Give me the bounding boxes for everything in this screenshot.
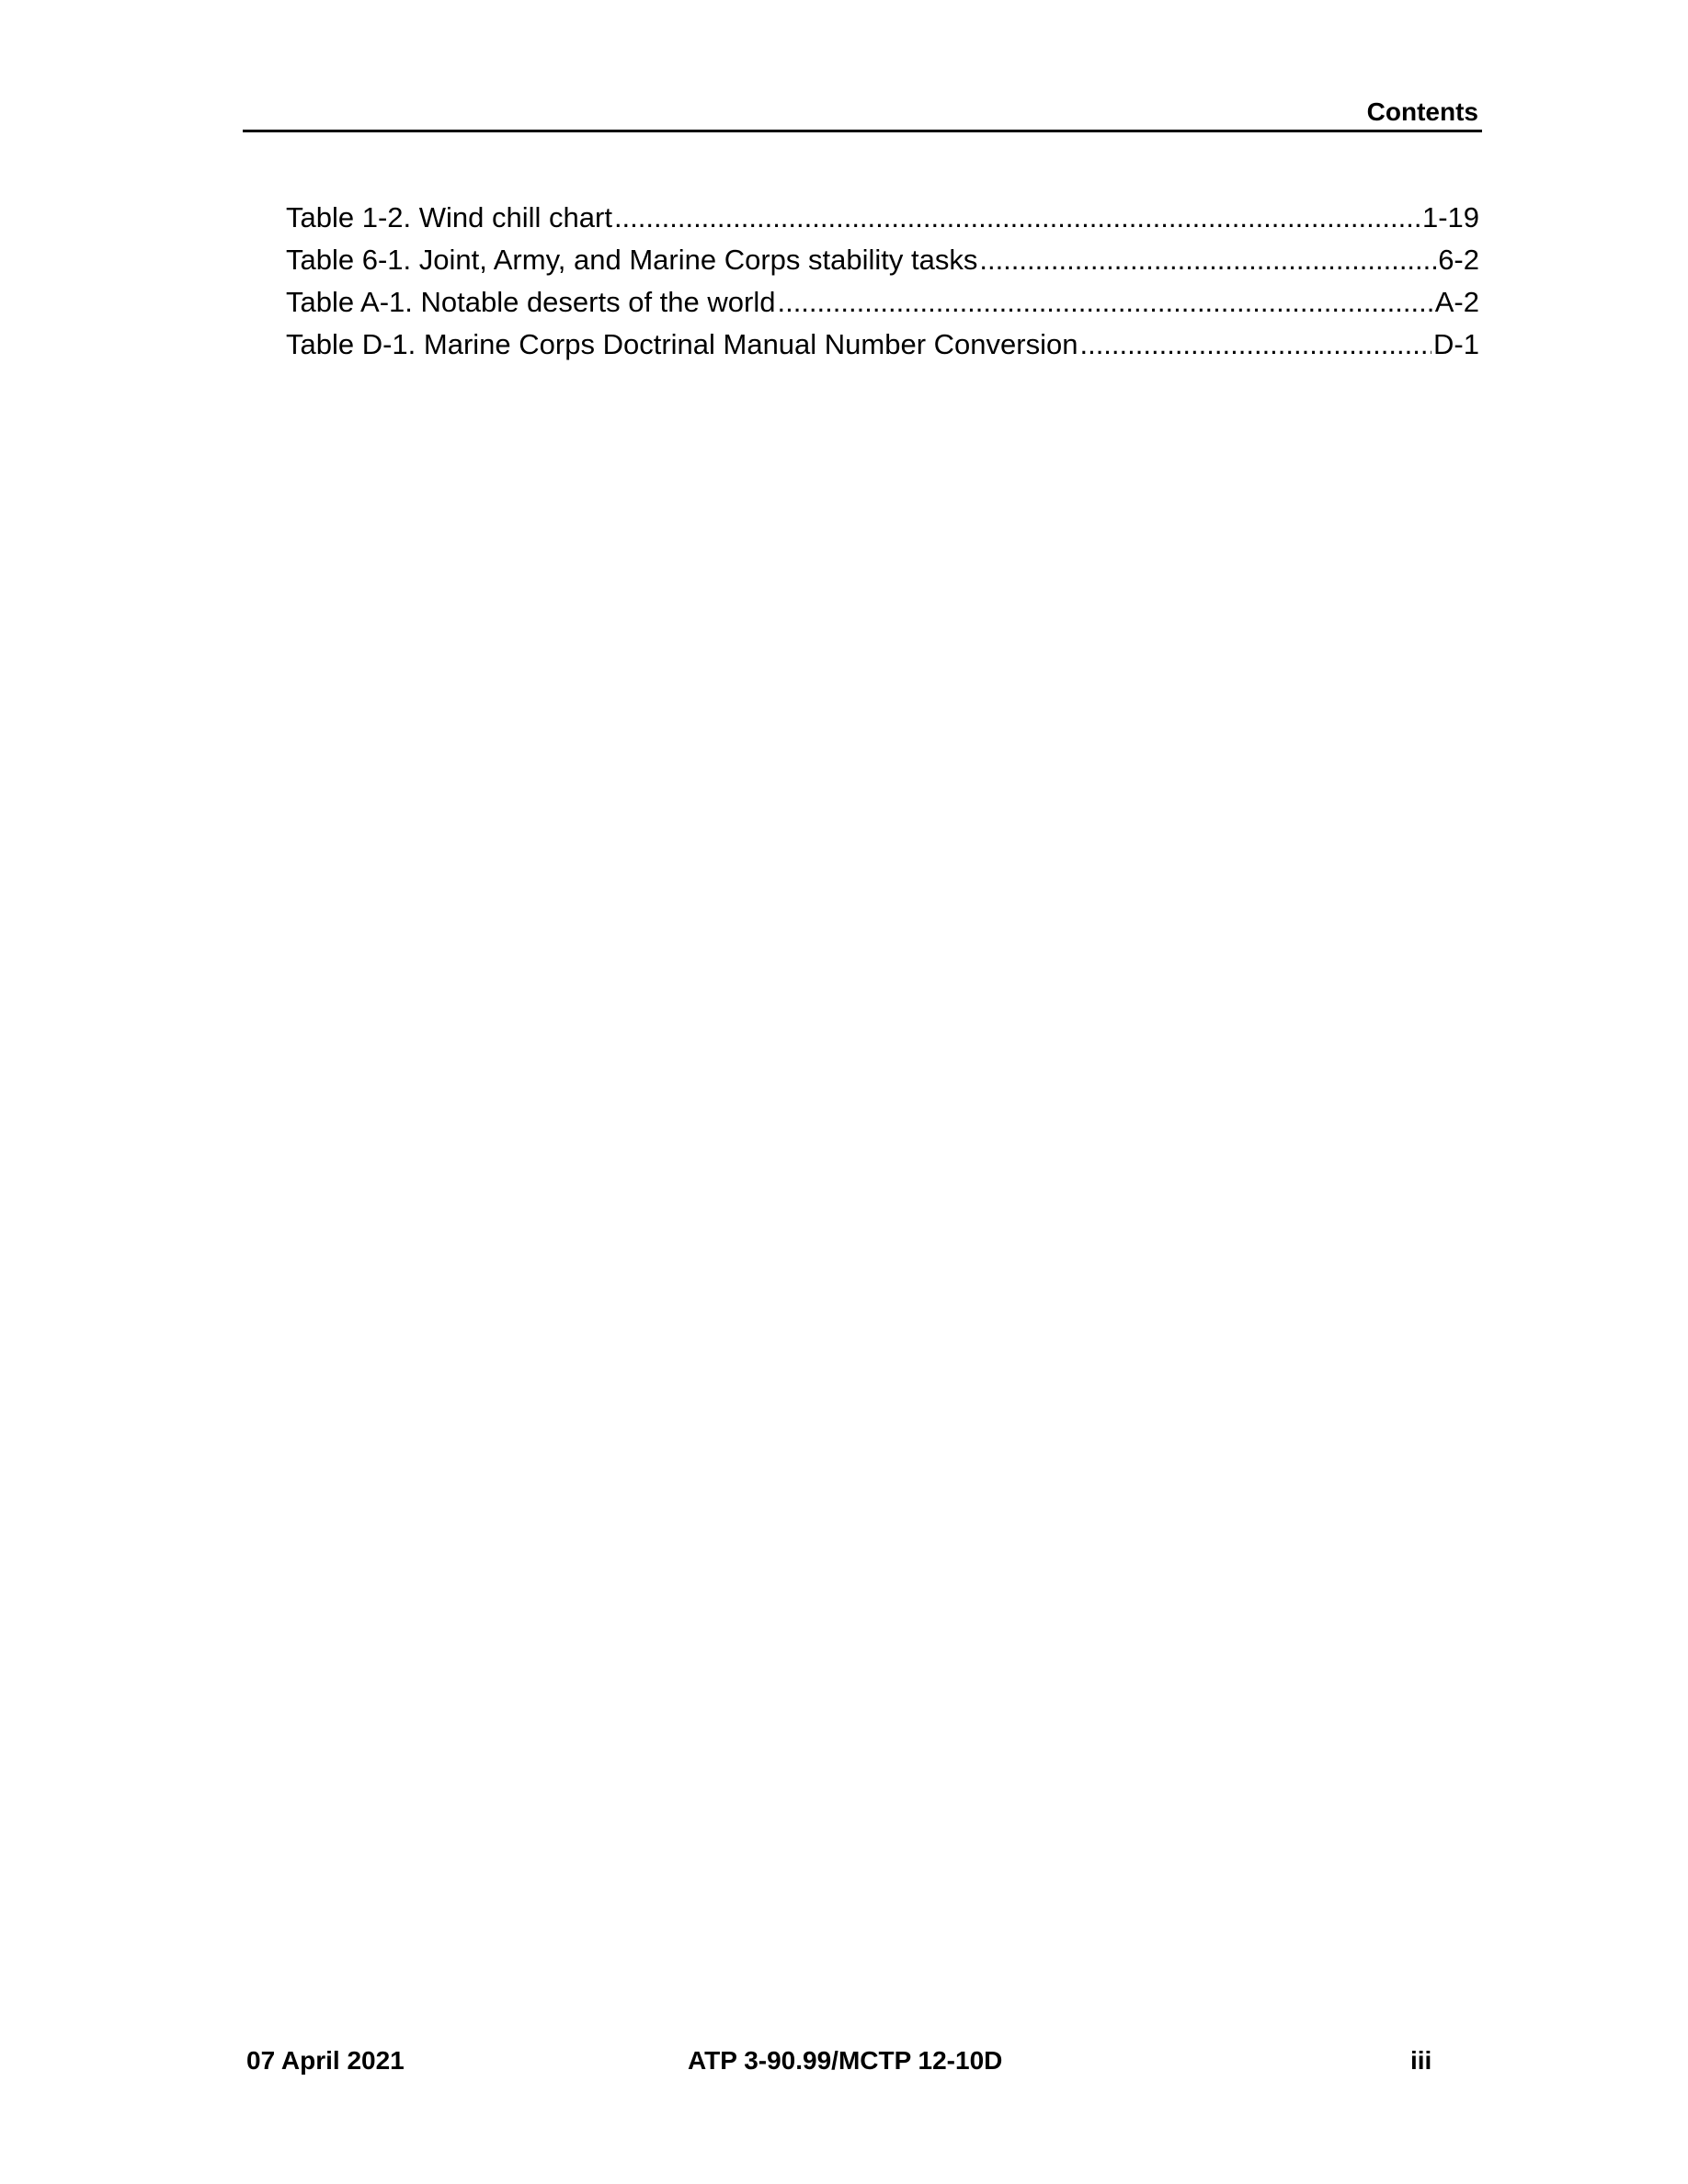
toc-entry-title: Table 6-1. Joint, Army, and Marine Corps stability tasks xyxy=(286,244,978,276)
section-title: Contents xyxy=(1366,97,1478,126)
toc-entry[interactable] xyxy=(286,281,1481,324)
footer-page-number: iii xyxy=(1410,2046,1432,2075)
footer-date: 07 April 2021 xyxy=(246,2046,405,2075)
toc-entry[interactable] xyxy=(286,324,1481,366)
toc-entry-page: 1-19 xyxy=(1421,201,1479,233)
toc-entry-title: Table 1-2. Wind chill chart xyxy=(286,201,612,233)
table-of-contents-list xyxy=(286,197,1481,366)
toc-entry-page: 6-2 xyxy=(1438,244,1479,276)
toc-entry[interactable] xyxy=(286,239,1481,281)
dot-leader xyxy=(1079,324,1431,366)
dot-leader xyxy=(979,239,1436,281)
toc-entry-page: A-2 xyxy=(1434,286,1479,318)
toc-entry-title: Table A-1. Notable deserts of the world xyxy=(286,286,776,318)
toc-entry[interactable] xyxy=(286,197,1481,239)
dot-leader xyxy=(777,281,1432,324)
page-footer xyxy=(0,2042,1688,2079)
toc-entry-title: Table D-1. Marine Corps Doctrinal Manual Number Conversion xyxy=(286,328,1078,360)
toc-entry-page: D-1 xyxy=(1433,328,1479,360)
running-header xyxy=(243,99,1482,132)
footer-publication-number: ATP 3-90.99/MCTP 12-10D xyxy=(688,2046,1003,2075)
dot-leader xyxy=(614,197,1420,239)
